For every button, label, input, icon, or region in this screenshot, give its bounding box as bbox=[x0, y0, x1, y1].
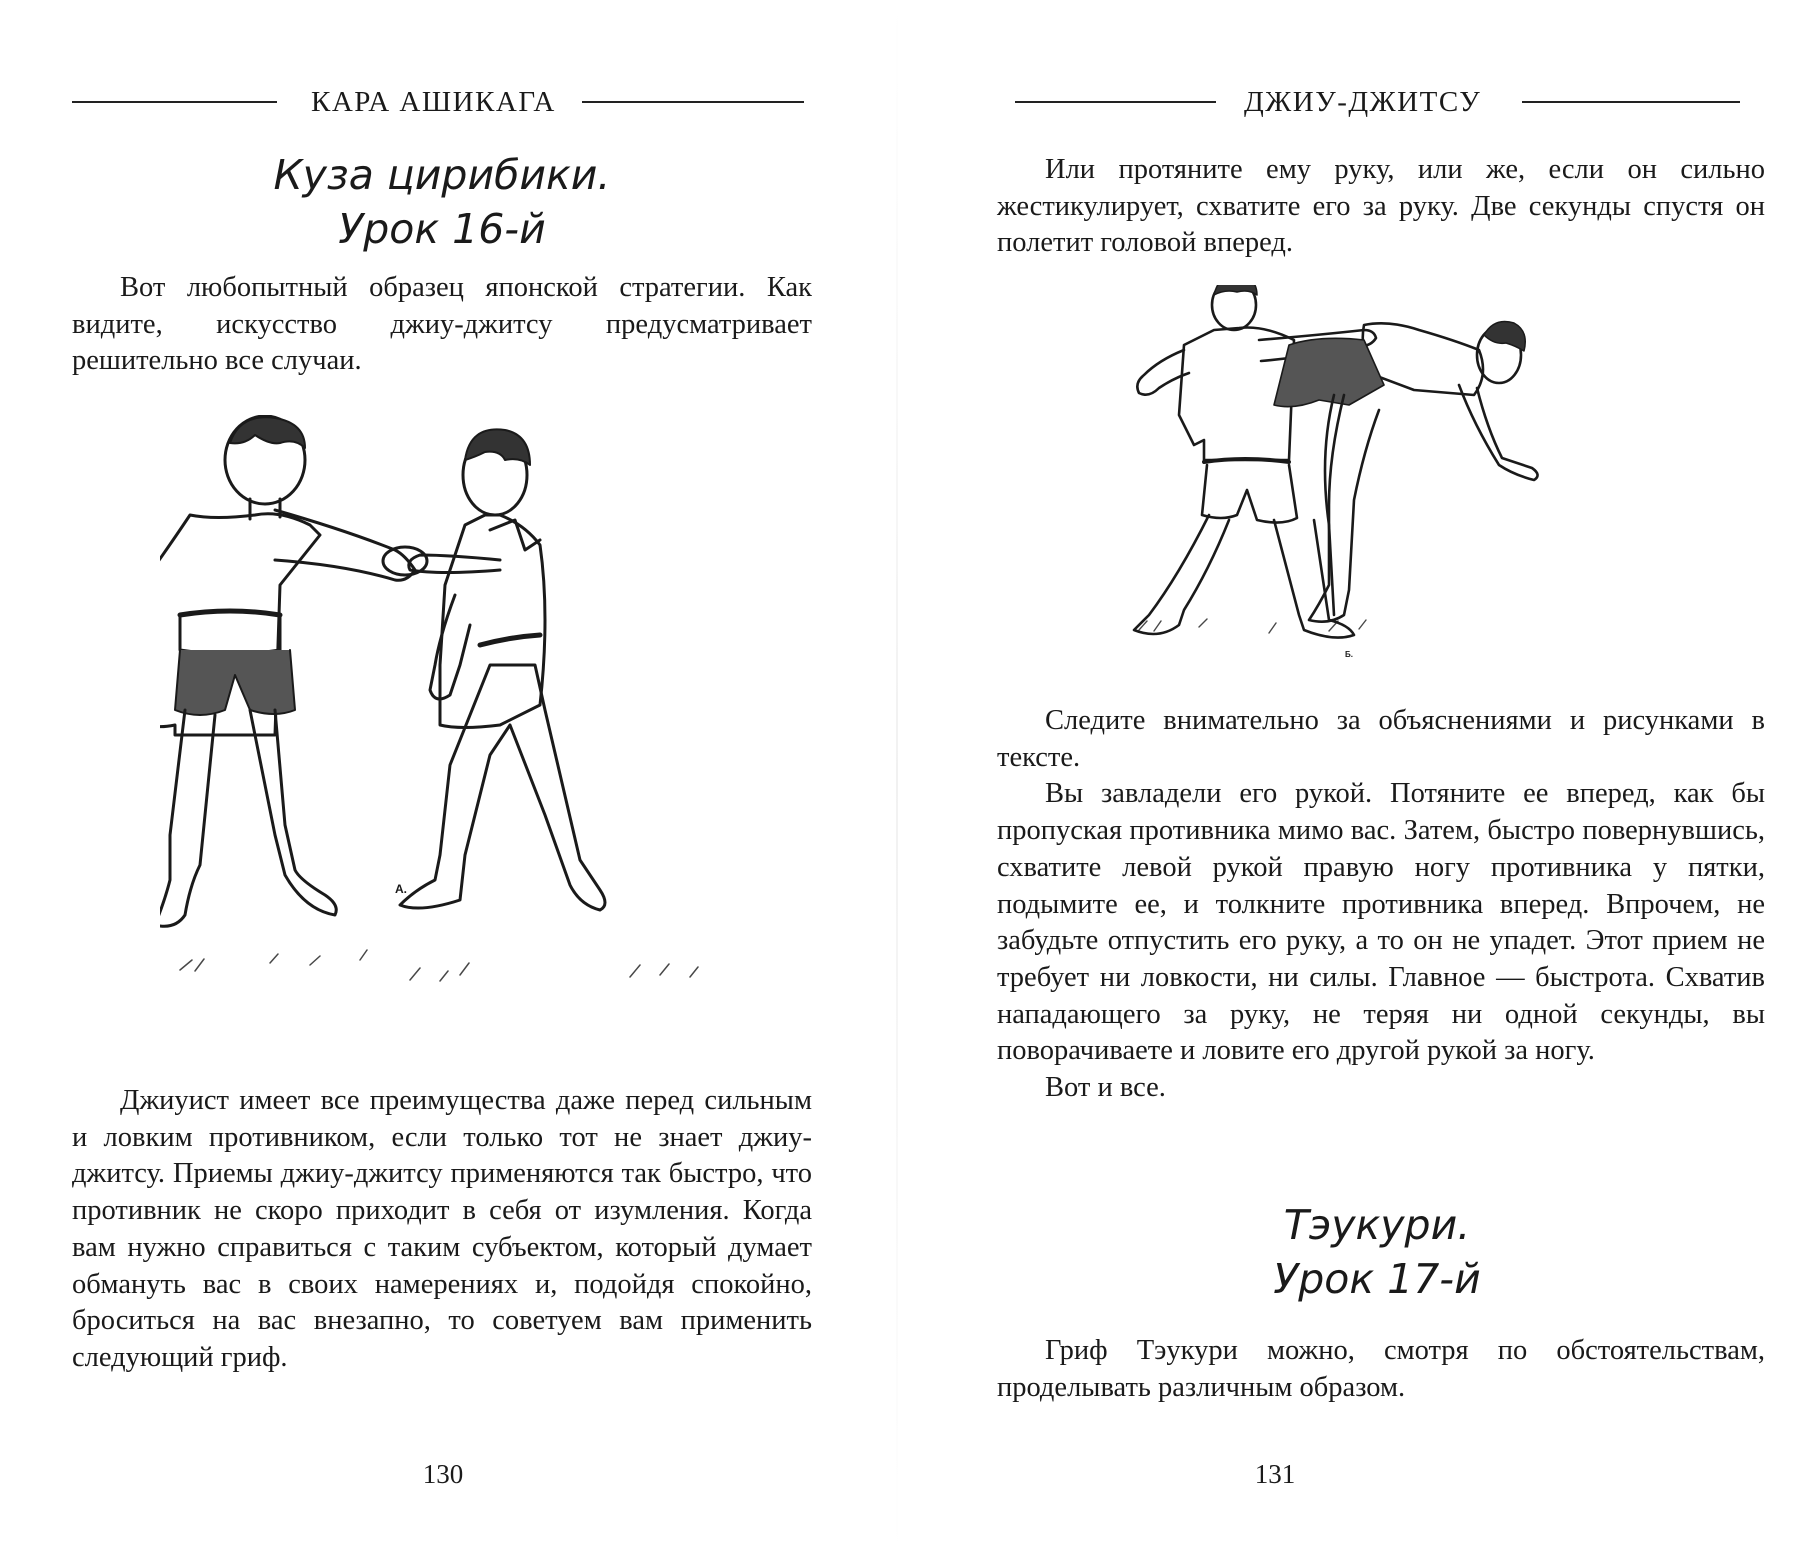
running-head-rule-left bbox=[72, 101, 277, 103]
body-text-top bbox=[72, 270, 812, 380]
lesson-heading bbox=[72, 148, 812, 256]
lesson-number: Урок 17-й bbox=[1273, 1255, 1481, 1303]
right-page bbox=[897, 0, 1794, 1558]
body-text-middle bbox=[997, 703, 1765, 1107]
running-head-rule-right bbox=[582, 101, 804, 103]
running-head-title: ДЖИУ-ДЖИТСУ bbox=[1244, 86, 1482, 118]
running-head-author: КАРА АШИКАГА bbox=[311, 86, 556, 118]
lesson-number: Урок 16-й bbox=[338, 205, 546, 253]
paragraph: Вот любопытный образец японской стратегии. Как видите, искусство джиу-джитсу предусматривает решительно все случаи. bbox=[72, 272, 812, 377]
figure-caption: А. bbox=[395, 882, 407, 896]
figure-caption: Б. bbox=[1345, 650, 1353, 659]
running-head bbox=[0, 82, 897, 122]
body-text-top bbox=[997, 152, 1765, 262]
body-text-bottom bbox=[997, 1333, 1765, 1406]
paragraph: Следите внимательно за объяснениями и рисунками в тексте. bbox=[997, 705, 1765, 773]
page-number: 130 bbox=[422, 1459, 464, 1489]
paragraph: Гриф Тэукури можно, смотря по обстоятельствам, проделывать различным образом. bbox=[997, 1335, 1765, 1403]
paragraph: Вы завладели его рукой. Потяните ее вперед, как бы пропуская противника мимо вас. Затем, быстро повернувшись, схватите левой рукой правую ногу противника у пятки, подымите ее, и толкните противника вперед. Впрочем, не забудьте отпустить его руку, а то он не упадет. Этот прием не требует ни ловкости, ни силы. Главное — быстрота. Схватив нападающего за руку, не теряя ни одной секунды, вы поворачиваете и ловите его другой рукой за ногу. bbox=[997, 778, 1765, 1067]
handshake-illustration bbox=[160, 415, 760, 1025]
running-head bbox=[897, 82, 1794, 122]
lesson-title: Куза цирибики. bbox=[273, 151, 611, 199]
lesson-title: Тэукури. bbox=[1283, 1201, 1471, 1249]
illustration-a bbox=[160, 415, 760, 1025]
paragraph: Вот и все. bbox=[1045, 1072, 1166, 1104]
running-head-rule-right bbox=[1522, 101, 1740, 103]
lesson-heading bbox=[997, 1198, 1757, 1306]
running-head-rule-left bbox=[1015, 101, 1216, 103]
page-number: 131 bbox=[1254, 1459, 1296, 1489]
paragraph: Джиуист имеет все преимущества даже перед сильным и ловким противником, если только тот не знает джиу-джитсу. Приемы джиу-джитсу применяются так быстро, что противник не скоро приходит в себя от изумления. Когда вам нужно справиться с таким субъектом, который думает обмануть вас в своих намерениях и, подойдя спокойно, броситься на вас внезапно, то советуем вам применить следующий гриф. bbox=[72, 1085, 812, 1373]
paragraph: Или протяните ему руку, или же, если он сильно жестикулирует, схватите его за руку. Две секунды спустя он полетит головой вперед. bbox=[997, 154, 1765, 259]
illustration-b bbox=[1129, 285, 1549, 665]
throw-illustration bbox=[1129, 285, 1549, 665]
body-text-bottom bbox=[72, 1083, 812, 1377]
